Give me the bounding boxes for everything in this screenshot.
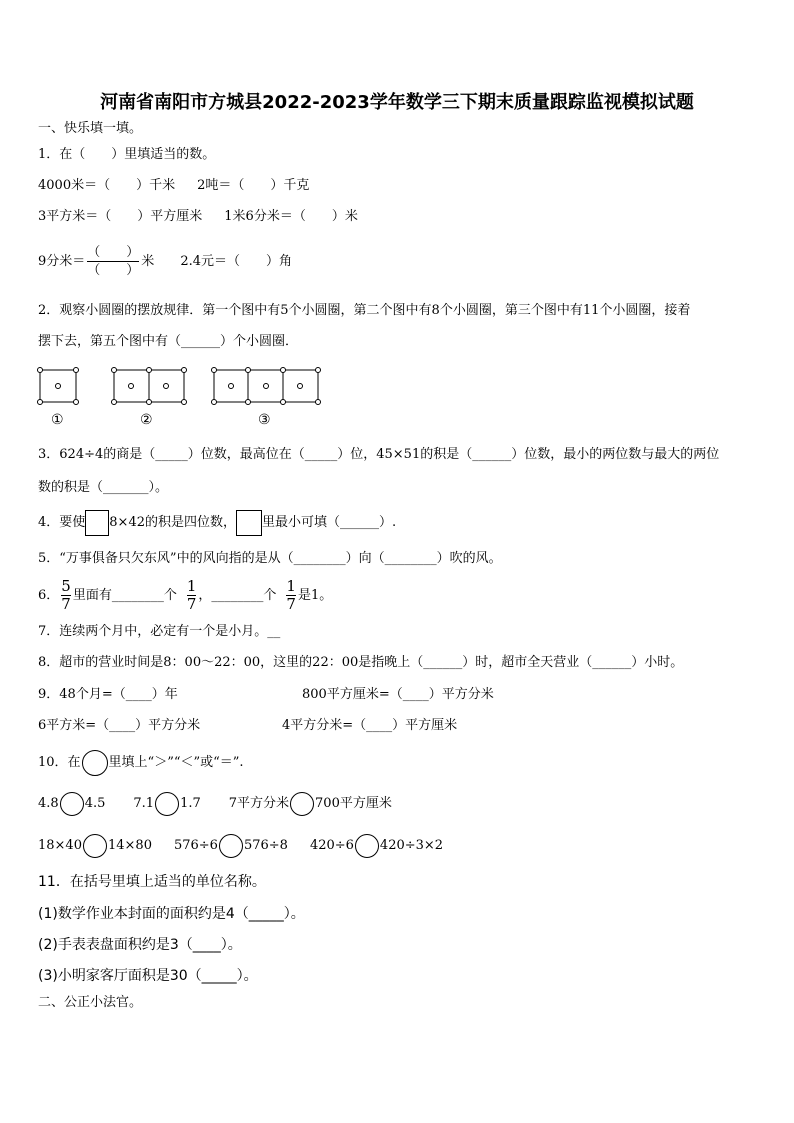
q4-answer-box-1[interactable] [85, 510, 109, 536]
question-1-line-1 [38, 177, 309, 195]
q10-r2-a-left: 18×40 [38, 838, 82, 853]
q10-r1-c-left: 7平方分米 [228, 796, 290, 811]
question-5: 5．“万事俱备只欠东风”中的风向指的是从（________）向（________）吹的风。 [38, 551, 502, 566]
q4-middle: 8×42的积是四位数， [109, 515, 236, 530]
q1-item-f: 2.4元＝（ ）角 [180, 254, 292, 269]
circle-figure-2 [110, 366, 190, 408]
question-6 [38, 576, 332, 616]
q1-fraction [87, 245, 139, 278]
question-11-stem: 11．在括号里填上适当的单位名称。 [38, 874, 266, 890]
q10-r2-a-answer-circle[interactable] [83, 834, 107, 858]
question-2-line-1: 2．观察小圆圈的摆放规律．第一个图中有5个小圆圈，第二个图中有8个小圆圈，第三个图中有11个小圆圈，接着 [38, 303, 691, 318]
q10-r2-c-answer-circle[interactable] [355, 834, 379, 858]
question-9-item-b: 800平方厘米=（____）平方分米 [302, 687, 494, 702]
q6-prefix: 6． [38, 588, 60, 603]
q10-r2-a-right: 14×80 [107, 838, 152, 853]
question-10-stem [38, 749, 244, 777]
q6-fraction-3 [286, 579, 296, 612]
q10-example-circle [82, 750, 108, 776]
question-10-row-1 [38, 790, 392, 818]
q1-item-b: 2吨＝（ ）千克 [197, 178, 310, 193]
question-11-item-3: (3)小明家客厅面积是30（_____）。 [38, 968, 258, 984]
q1-fraction-denominator: （ ） [87, 263, 140, 278]
q6-fraction-3-numerator: 1 [286, 577, 296, 595]
q1-item-e-prefix: 9分米＝ [38, 254, 86, 269]
q10-r1-a-answer-circle[interactable] [60, 792, 84, 816]
page-title: 河南省南阳市方城县2022-2023学年数学三下期末质量跟踪监视模拟试题 [100, 92, 694, 113]
q6-fraction-3-denominator: 7 [286, 595, 296, 613]
question-9-item-a: 9．48个月=（____）年 [38, 687, 178, 702]
q1-item-a: 4000米＝（ ）千米 [38, 178, 176, 193]
q10-r2-b-left: 576÷6 [173, 838, 218, 853]
q6-text-1: 里面有________个 [72, 588, 177, 603]
q1-item-c: 3平方米＝（ ）平方厘米 [38, 209, 203, 224]
q10-r1-b-left: 7.1 [133, 796, 155, 811]
q10-r1-c-answer-circle[interactable] [290, 792, 314, 816]
question-4 [38, 508, 396, 538]
q10-r1-b-right: 1.7 [180, 796, 201, 811]
q1-item-d: 1米6分米＝（ ）米 [224, 209, 358, 224]
question-11-item-2: (2)手表表盘面积约是3（____）。 [38, 937, 242, 953]
section-heading-1: 一、快乐填一填。 [38, 121, 143, 136]
q10-r1-a-left: 4.8 [38, 796, 59, 811]
circle-figure-1 [36, 366, 86, 408]
q4-answer-box-2[interactable] [236, 510, 262, 536]
question-9-item-d: 4平方分米=（____）平方厘米 [282, 718, 458, 733]
q4-suffix: 里最小可填（______）. [262, 515, 397, 530]
q6-text-2: ，________个 [198, 588, 277, 603]
question-9-item-c: 6平方米=（____）平方分米 [38, 718, 201, 733]
question-2-line-2: 摆下去，第五个图中有（______）个小圆圈． [38, 334, 299, 349]
q10-suffix: 里填上“＞”“＜”或“＝”. [108, 755, 244, 770]
figure-label-2: ② [140, 412, 153, 428]
q6-fraction-1-numerator: 5 [61, 577, 71, 595]
q1-item-e-suffix: 米 [141, 254, 155, 269]
q10-r1-c-right: 700平方厘米 [315, 796, 392, 811]
q6-fraction-1-denominator: 7 [61, 595, 71, 613]
question-8: 8．超市的营业时间是8：00～22：00，这里的22：00是指晚上（______）时，超市全天营业（______）小时。 [38, 655, 684, 670]
q10-r2-c-left: 420÷6 [309, 838, 354, 853]
question-1-line-3 [38, 240, 292, 284]
q6-fraction-2-denominator: 7 [186, 595, 197, 613]
question-11-item-1: (1)数学作业本封面的面积约是4（_____）。 [38, 906, 305, 922]
question-1-line-2 [38, 208, 358, 226]
question-7: 7．连续两个月中，必定有一个是小月。__ [38, 624, 281, 639]
question-1-stem: 1．在（ ）里填适当的数。 [38, 147, 216, 162]
circle-figure-3 [210, 366, 322, 408]
q10-r1-a-right: 4.5 [84, 796, 106, 811]
q4-prefix: 4．要使 [38, 515, 86, 530]
q10-r1-b-answer-circle[interactable] [155, 792, 179, 816]
q10-r2-b-answer-circle[interactable] [219, 834, 243, 858]
q10-prefix: 10．在 [38, 755, 81, 770]
figure-label-3: ③ [258, 412, 271, 428]
q1-fraction-numerator: （ ） [87, 245, 140, 260]
q6-fraction-2-numerator: 1 [186, 577, 197, 595]
question-3-line-2: 数的积是（_______）。 [38, 480, 169, 495]
question-10-row-2 [38, 832, 443, 860]
q10-r2-c-right: 420÷3×2 [379, 838, 444, 853]
question-3-line-1: 3．624÷4的商是（_____）位数，最高位在（_____）位，45×51的积是（______）位数，最小的两位数与最大的两位 [38, 447, 720, 462]
q6-text-3: 是1。 [297, 588, 333, 603]
q6-fraction-2 [187, 579, 197, 612]
section-heading-2: 二、公正小法官。 [38, 995, 143, 1010]
q6-fraction-1 [61, 579, 71, 612]
q10-r2-b-right: 576÷8 [243, 838, 288, 853]
figure-label-1: ① [51, 412, 64, 428]
